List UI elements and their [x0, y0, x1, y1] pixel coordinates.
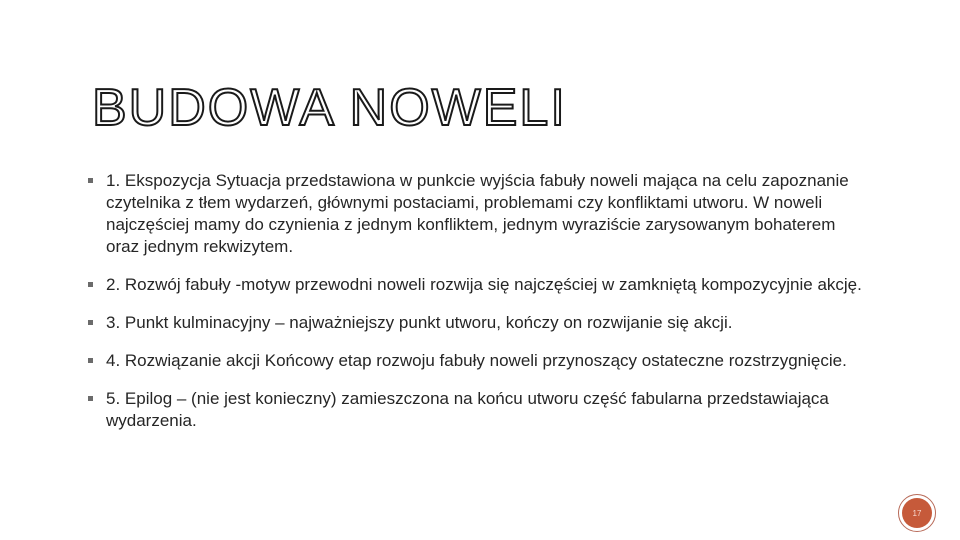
square-bullet-icon	[88, 320, 93, 325]
bullet-list	[88, 170, 868, 448]
bullet-item-3	[88, 312, 868, 334]
bullet-item-2	[88, 274, 868, 296]
square-bullet-icon	[88, 178, 93, 183]
square-bullet-icon	[88, 358, 93, 363]
square-bullet-icon	[88, 396, 93, 401]
bullet-text: 3. Punkt kulminacyjny – najważniejszy punkt utworu, kończy on rozwijanie się akcji.	[106, 313, 733, 332]
page-number-badge	[898, 494, 936, 532]
bullet-text: 4. Rozwiązanie akcji Końcowy etap rozwoju fabuły noweli przynoszący ostateczne rozstrzygnięcie.	[106, 351, 847, 370]
square-bullet-icon	[88, 282, 93, 287]
bullet-text: 2. Rozwój fabuły -motyw przewodni noweli rozwija się najczęściej w zamkniętą kompozycyjnie akcję.	[106, 275, 862, 294]
bullet-item-5	[88, 388, 868, 432]
bullet-item-1	[88, 170, 868, 258]
slide-title: BUDOWA NOWELI	[92, 79, 567, 137]
bullet-text: 5. Epilog – (nie jest konieczny) zamieszczona na końcu utworu część fabularna przedstawiająca wydarzenia.	[106, 389, 829, 430]
bullet-text: 1. Ekspozycja Sytuacja przedstawiona w punkcie wyjścia fabuły noweli mająca na celu zapoznanie czytelnika z tłem wydarzeń, głównymi postaciami, problemami czy konfliktami utworu. W noweli najczęściej mamy do czynienia z jednym konfliktem, jednym wyraziście zarysowanym bohaterem oraz jednym rekwizytem.	[106, 171, 849, 256]
bullet-item-4	[88, 350, 868, 372]
page-number: 17	[902, 498, 932, 528]
